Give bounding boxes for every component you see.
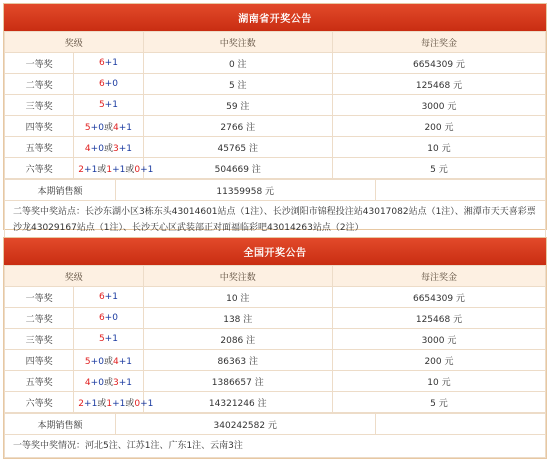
table-row	[5, 53, 546, 74]
sales-label: 本期销售额	[5, 414, 116, 435]
prize-amount: 10 元	[332, 371, 545, 392]
table-row	[5, 158, 546, 179]
prize-amount: 200 元	[332, 116, 545, 137]
sales-label: 本期销售额	[5, 180, 116, 201]
table-row	[5, 371, 546, 392]
prize-amount: 6654309 元	[332, 53, 545, 74]
national-announcement	[3, 237, 547, 459]
header-prize-amount: 每注奖金	[332, 266, 545, 287]
table-row	[5, 308, 546, 329]
prize-amount: 10 元	[332, 137, 545, 158]
winning-combination: 5+0或4+1	[74, 116, 143, 137]
prize-amount: 5 元	[332, 158, 545, 179]
hunan-summary-table	[4, 179, 546, 240]
hunan-prize-table	[4, 31, 546, 179]
table-row	[5, 74, 546, 95]
prize-level: 二等奖	[5, 308, 74, 329]
hunan-title: 湖南省开奖公告	[4, 4, 546, 31]
hunan-second-prize-note: 二等奖中奖站点：长沙东湖小区3栋东头43014601站点（1注）、长沙浏阳市锦程投注站43017082站点（1注）、湘潭市天天喜彩票沙龙43029167站点（1注）、长沙天心区武装部正对面福临彩吧43014263站点（2注）	[5, 201, 546, 240]
winner-count: 59 注	[143, 95, 332, 116]
winning-combination: 4+0或3+1	[74, 137, 143, 158]
winner-count: 0 注	[143, 53, 332, 74]
prize-amount: 200 元	[332, 350, 545, 371]
prize-level: 五等奖	[5, 371, 74, 392]
header-prize-amount: 每注奖金	[332, 32, 545, 53]
table-row	[5, 116, 546, 137]
table-row	[5, 287, 546, 308]
nation-first-prize-note: 一等奖中奖情况：河北5注、江苏1注、广东1注、云南3注	[5, 435, 546, 458]
sales-spacer	[375, 180, 545, 201]
table-row	[5, 137, 546, 158]
prize-level: 三等奖	[5, 95, 74, 116]
hunan-announcement	[3, 3, 547, 233]
prize-level: 三等奖	[5, 329, 74, 350]
header-prize-level: 奖级	[5, 32, 144, 53]
table-row	[5, 329, 546, 350]
prize-amount: 6654309 元	[332, 287, 545, 308]
sales-value: 340242582 元	[115, 414, 375, 435]
winner-count: 2766 注	[143, 116, 332, 137]
nation-title: 全国开奖公告	[4, 238, 546, 265]
prize-level: 一等奖	[5, 53, 74, 74]
winner-count: 2086 注	[143, 329, 332, 350]
winner-count: 504669 注	[143, 158, 332, 179]
prize-level: 六等奖	[5, 158, 74, 179]
winning-combination: 4+0或3+1	[74, 371, 143, 392]
note-row	[5, 201, 546, 240]
prize-level: 一等奖	[5, 287, 74, 308]
header-winner-count: 中奖注数	[143, 266, 332, 287]
nation-prize-table	[4, 265, 546, 413]
winner-count: 1386657 注	[143, 371, 332, 392]
table-row	[5, 350, 546, 371]
prize-level: 四等奖	[5, 350, 74, 371]
sales-row	[5, 414, 546, 435]
prize-amount: 125468 元	[332, 74, 545, 95]
winning-combination: 6+1	[74, 53, 143, 74]
winner-count: 14321246 注	[143, 392, 332, 413]
sales-spacer	[375, 414, 545, 435]
nation-summary-table	[4, 413, 546, 458]
winner-count: 10 注	[143, 287, 332, 308]
winner-count: 138 注	[143, 308, 332, 329]
header-winner-count: 中奖注数	[143, 32, 332, 53]
prize-level: 四等奖	[5, 116, 74, 137]
prize-amount: 3000 元	[332, 329, 545, 350]
winning-combination: 2+1或1+1或0+1	[74, 158, 143, 179]
prize-level: 五等奖	[5, 137, 74, 158]
winning-combination: 2+1或1+1或0+1	[74, 392, 143, 413]
prize-amount: 125468 元	[332, 308, 545, 329]
table-header-row	[5, 32, 546, 53]
winner-count: 5 注	[143, 74, 332, 95]
winner-count: 45765 注	[143, 137, 332, 158]
table-row	[5, 95, 546, 116]
winning-combination: 5+0或4+1	[74, 350, 143, 371]
winning-combination: 5+1	[74, 95, 143, 116]
winning-combination: 5+1	[74, 329, 143, 350]
winning-combination: 6+1	[74, 287, 143, 308]
prize-level: 二等奖	[5, 74, 74, 95]
table-row	[5, 392, 546, 413]
prize-amount: 3000 元	[332, 95, 545, 116]
prize-amount: 5 元	[332, 392, 545, 413]
note-row	[5, 435, 546, 458]
header-prize-level: 奖级	[5, 266, 144, 287]
winning-combination: 6+0	[74, 308, 143, 329]
table-header-row	[5, 266, 546, 287]
sales-value: 11359958 元	[115, 180, 375, 201]
winner-count: 86363 注	[143, 350, 332, 371]
prize-level: 六等奖	[5, 392, 74, 413]
winning-combination: 6+0	[74, 74, 143, 95]
sales-row	[5, 180, 546, 201]
